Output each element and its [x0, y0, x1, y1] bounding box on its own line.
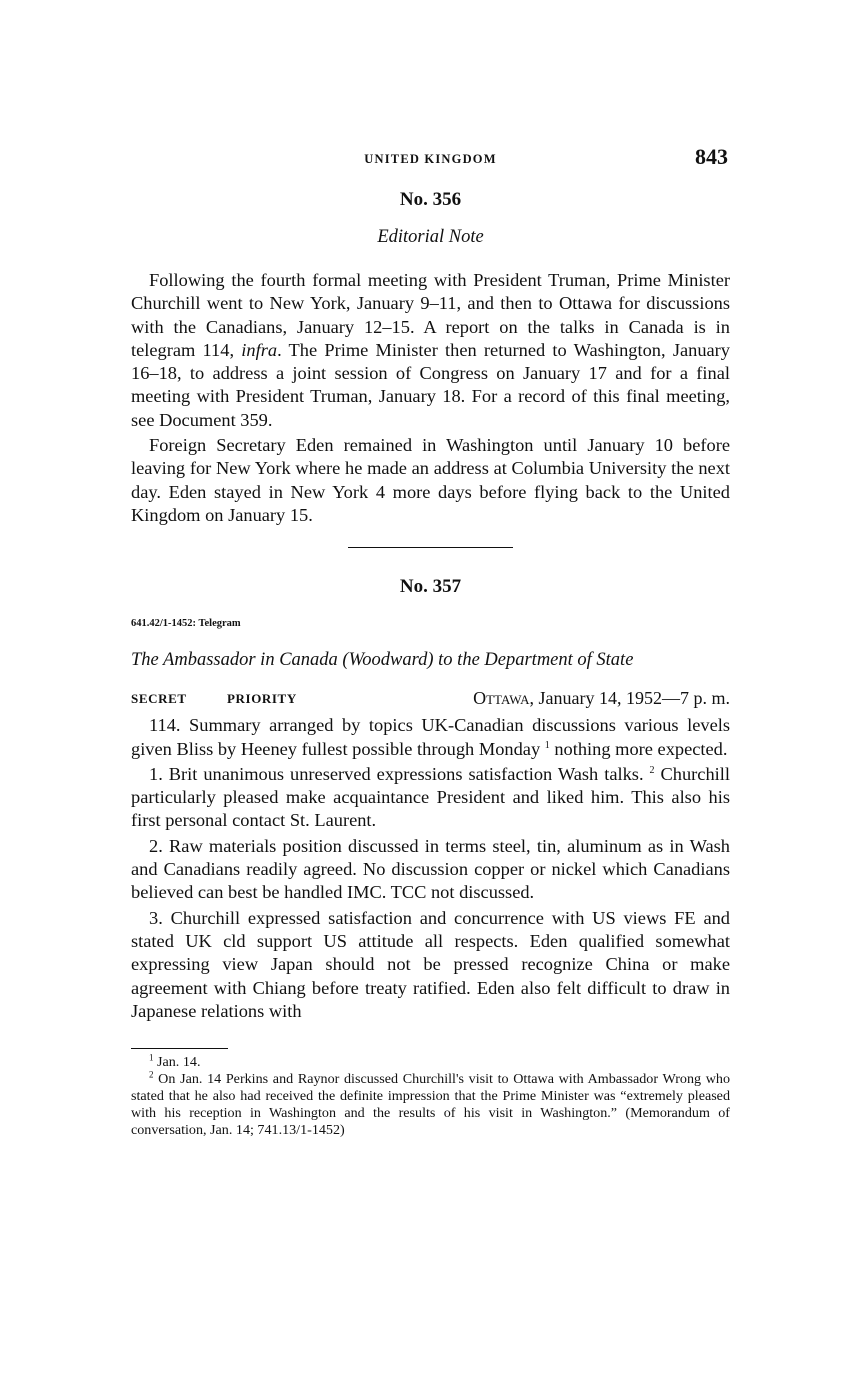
telegram-paragraph-1-text-b: Churchill particularly pleased make acquaintance President and liked him. This also his first personal contact St. Laurent.: [131, 763, 730, 831]
editorial-paragraph-1: [131, 269, 730, 432]
document-page: [131, 140, 730, 1139]
infra-italic: infra: [241, 339, 278, 360]
dateline: [131, 686, 730, 710]
classification-label: SECRET: [131, 691, 187, 707]
footnote-ref-2[interactable]: 2: [649, 764, 655, 776]
footnote-ref-1[interactable]: 1: [544, 739, 550, 751]
date-text: , January 14, 1952—7 p. m.: [529, 688, 730, 709]
footnote-2-marker: 2: [149, 1069, 154, 1080]
footnote-1-text: Jan. 14.: [153, 1054, 201, 1071]
telegram-paragraph-1: [131, 763, 730, 833]
footnote-divider: [131, 1048, 228, 1049]
document-number-357: No. 357: [399, 576, 462, 598]
footnote-1-marker: 1: [149, 1052, 154, 1063]
page-number: 843: [695, 144, 728, 169]
running-head-section: UNITED KINGDOM: [364, 152, 497, 166]
priority-label: PRIORITY: [227, 691, 297, 707]
footnotes: [131, 1054, 730, 1139]
place-and-date: [473, 686, 730, 710]
file-reference: 641.42/1-1452: Telegram: [131, 618, 241, 630]
telegram-paragraph-114-text-a: 114. Summary arranged by topics UK-Canadian discussions various levels given Bliss by Heeney fullest possible through Monday: [131, 715, 730, 759]
footnote-2-text: On Jan. 14 Perkins and Raynor discussed Churchill's visit to Ottawa with Ambassador Wrong who stated that he also had received the definite impression that the Prime Minister was “extremely pleased with his reception in Washington and the results of his visit in Washington.” (Memorandum of conversation, Jan. 14; 741.13/1-1452): [131, 1071, 730, 1139]
place-name: Ottawa: [473, 688, 530, 709]
editorial-note-heading: Editorial Note: [377, 227, 484, 247]
editorial-paragraph-1-text-b: . The Prime Minister then returned to Washington, January 16–18, to address a joint session of Congress on January 17 and for a final meeting with President Truman, January 18. For a record of this final meeting, see Document 359.: [131, 339, 731, 430]
editorial-paragraph-2: Foreign Secretary Eden remained in Washington until January 10 before leaving for New York where he made an address at Columbia University the next day. Eden stayed in New York 4 more days before flying back to the United Kingdom on January 15.: [131, 435, 730, 525]
document-number-356: No. 356: [399, 189, 462, 210]
editorial-paragraph-1-text-a: Following the fourth formal meeting with President Truman, Prime Minister Churchill went to New York, January 9–11, and then to Ottawa for discussions with the Canadians, January 12–15. A report on the talks in Canada is in telegram 114,: [131, 270, 730, 360]
telegram-paragraph-3: 3. Churchill expressed satisfaction and concurrence with US views FE and stated UK cld support US attitude all respects. Eden qualified somewhat expressing view Japan should not be pressed recognize China or make agreement with Chiang before treaty ratified. Eden also felt difficult to draw in Japanese relations with: [131, 907, 730, 1021]
document-title: The Ambassador in Canada (Woodward) to the Department of State: [131, 650, 634, 671]
telegram-paragraph-2: 2. Raw materials position discussed in terms steel, tin, aluminum as in Wash and Canadians readily agreed. No discussion copper or nickel which Canadians believed can best be handled IMC. TCC not discussed.: [131, 835, 730, 903]
running-head: [131, 140, 730, 174]
telegram-paragraph-1-text-a: 1. Brit unanimous unreserved expressions satisfaction Wash talks.: [149, 763, 650, 784]
telegram-paragraph-114: [131, 714, 730, 761]
telegram-paragraph-114-text-b: nothing more expected.: [549, 738, 728, 759]
section-divider: [348, 547, 513, 548]
footnote-2: [131, 1071, 730, 1139]
footnote-1: [131, 1054, 730, 1071]
